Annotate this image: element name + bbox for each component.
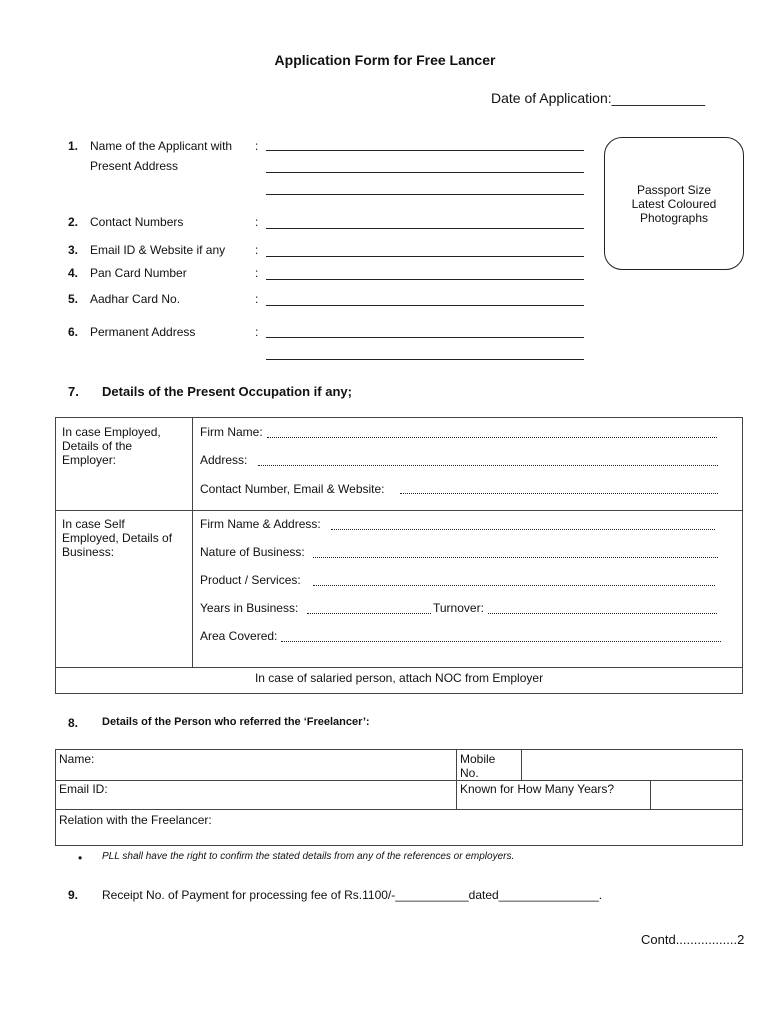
product-services-line[interactable]	[313, 585, 715, 586]
referrer-col-divider-3	[650, 780, 651, 809]
permanent-address-line-1[interactable]	[266, 337, 584, 338]
employed-firm-name-line[interactable]	[267, 437, 717, 438]
turnover-line[interactable]	[488, 613, 717, 614]
field-2-colon: :	[255, 215, 259, 229]
referrer-email-label: Email ID:	[59, 782, 108, 796]
field-2-number: 2.	[68, 215, 79, 229]
applicant-name-line-3[interactable]	[266, 194, 584, 195]
photo-box-line-1: Passport Size	[636, 182, 712, 197]
field-2-label: Contact Numbers	[90, 215, 184, 229]
pan-card-line[interactable]	[266, 279, 584, 280]
employed-contact-line[interactable]	[400, 493, 718, 494]
self-firm-name-address-line[interactable]	[331, 529, 715, 530]
employed-address-label: Address:	[200, 453, 248, 467]
permanent-address-line-2[interactable]	[266, 359, 584, 360]
turnover-label: Turnover:	[433, 601, 484, 615]
known-years-label: Known for How Many Years?	[460, 782, 615, 796]
referrer-col-divider-1	[456, 749, 457, 809]
occupation-table-divider	[192, 417, 193, 667]
passport-photo-box	[604, 137, 744, 270]
email-website-line[interactable]	[266, 256, 584, 257]
field-1-label: Name of the Applicant with	[90, 139, 233, 153]
nature-of-business-label: Nature of Business:	[200, 545, 305, 559]
product-services-label: Product / Services:	[200, 573, 301, 587]
referrer-row-divider-1	[55, 780, 743, 781]
field-5-colon: :	[255, 292, 259, 306]
self-firm-name-address-label: Firm Name & Address:	[200, 517, 321, 531]
referrer-name-label: Name:	[59, 752, 95, 766]
referrer-col-divider-2	[521, 749, 522, 780]
field-4-colon: :	[255, 266, 259, 280]
occupation-footer-divider	[55, 667, 743, 668]
section-7-title: Details of the Present Occupation if any;	[102, 384, 352, 399]
receipt-line[interactable]: Receipt No. of Payment for processing fee of Rs.1100/-___________dated_______________.	[102, 888, 603, 902]
years-in-business-label: Years in Business:	[200, 601, 299, 615]
section-8-title: Details of the Person who referred the ‘Freelancer’:	[102, 716, 370, 728]
self-employed-label: In case Self Employed, Details of Business:	[62, 517, 173, 559]
referrer-row-divider-2	[55, 809, 743, 810]
occupation-row-divider	[55, 510, 743, 511]
field-6-label: Permanent Address	[90, 325, 196, 339]
noc-note: In case of salaried person, attach NOC from Employer	[254, 671, 544, 685]
field-5-label: Aadhar Card No.	[90, 292, 181, 306]
continued-marker: Contd.................2	[641, 932, 745, 947]
field-4-label: Pan Card Number	[90, 266, 187, 280]
date-of-application[interactable]: Date of Application:____________	[491, 90, 706, 106]
employed-firm-name-label: Firm Name:	[200, 425, 263, 439]
field-3-colon: :	[255, 243, 259, 257]
referrer-mobile-label: Mobile No.	[460, 752, 496, 780]
field-6-number: 6.	[68, 325, 79, 339]
employed-label: In case Employed, Details of the Employer:	[62, 425, 161, 467]
photo-box-line-2: Latest Coloured	[631, 196, 717, 211]
photo-box-line-3: Photographs	[639, 210, 709, 225]
area-covered-line[interactable]	[281, 641, 721, 642]
referrer-table	[55, 749, 743, 846]
section-9-number: 9.	[68, 888, 79, 902]
nature-of-business-line[interactable]	[313, 557, 718, 558]
field-3-label: Email ID & Website if any	[90, 243, 226, 257]
bullet-icon: •	[78, 851, 83, 865]
form-title: Application Form for Free Lancer	[274, 52, 496, 68]
applicant-name-line-2[interactable]	[266, 172, 584, 173]
field-3-number: 3.	[68, 243, 79, 257]
field-1-colon: :	[255, 139, 259, 153]
aadhar-card-line[interactable]	[266, 305, 584, 306]
section-7-number: 7.	[68, 384, 79, 399]
field-1-number: 1.	[68, 139, 79, 153]
employed-contact-label: Contact Number, Email & Website:	[200, 482, 385, 496]
field-5-number: 5.	[68, 292, 79, 306]
field-4-number: 4.	[68, 266, 79, 280]
area-covered-label: Area Covered:	[200, 629, 278, 643]
relation-label: Relation with the Freelancer:	[59, 813, 212, 827]
verification-note: PLL shall have the right to confirm the stated details from any of the references or employers.	[102, 851, 515, 862]
section-8-number: 8.	[68, 716, 79, 730]
field-1-label-cont: Present Address	[90, 159, 179, 173]
contact-numbers-line[interactable]	[266, 228, 584, 229]
field-6-colon: :	[255, 325, 259, 339]
employed-address-line[interactable]	[258, 465, 718, 466]
applicant-name-line-1[interactable]	[266, 150, 584, 151]
years-in-business-line[interactable]	[307, 613, 431, 614]
